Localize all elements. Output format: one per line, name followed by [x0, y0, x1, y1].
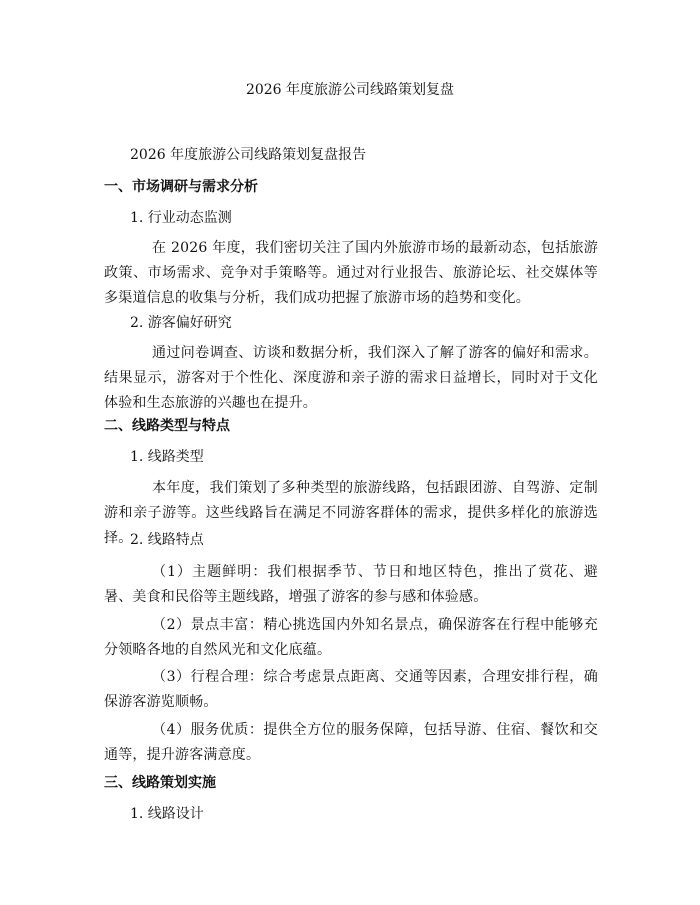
- section-heading-route-types: 二、线路类型与特点: [104, 418, 230, 434]
- subsection-heading-industry-monitoring: 1. 行业动态监测: [130, 210, 232, 226]
- section-heading-route-implementation: 三、线路策划实施: [104, 775, 216, 791]
- paragraph-feature-service: （4）服务优质：提供全方位的服务保障，包括导游、住宿、餐饮和交通等，提升游客满意度。: [104, 722, 598, 763]
- paragraph-feature-itinerary: （3）行程合理：综合考虑景点距离、交通等因素，合理安排行程，确保游客游览顺畅。: [104, 669, 598, 710]
- paragraph-tourist-preference: 通过问卷调查、访谈和数据分析，我们深入了解了游客的偏好和需求。结果显示，游客对于个性化、深度游和亲子游的需求日益增长，同时对于文化体验和生态旅游的兴趣也在提升。: [104, 345, 598, 411]
- subsection-heading-route-type: 1. 线路类型: [130, 449, 204, 465]
- subsection-heading-route-features: 2. 线路特点: [130, 532, 204, 548]
- paragraph-industry-monitoring: 在 2026 年度，我们密切关注了国内外旅游市场的最新动态，包括旅游政策、市场需求、竞争对手策略等。通过对行业报告、旅游论坛、社交媒体等多渠道信息的收集与分析，我们成功把握了旅游市场的趋势和变化。: [104, 240, 598, 306]
- section-heading-market-research: 一、市场调研与需求分析: [104, 179, 258, 195]
- paragraph-feature-attractions: （2）景点丰富：精心挑选国内外知名景点，确保游客在行程中能够充分领略各地的自然风光和文化底蕴。: [104, 617, 598, 658]
- document-title: 2026 年度旅游公司线路策划复盘: [245, 82, 455, 98]
- subsection-heading-tourist-preference: 2. 游客偏好研究: [130, 315, 232, 331]
- subsection-heading-route-design: 1. 线路设计: [130, 806, 204, 822]
- report-title: 2026 年度旅游公司线路策划复盘报告: [130, 147, 367, 163]
- paragraph-feature-theme: （1）主题鲜明：我们根据季节、节日和地区特色，推出了赏花、避暑、美食和民俗等主题线路，增强了游客的参与感和体验感。: [104, 564, 598, 605]
- paragraph-route-type: 本年度，我们策划了多种类型的旅游线路，包括跟团游、自驾游、定制游和亲子游等。这些线路旨在满足不同游客群体的需求，提供多样化的旅游选择。: [104, 480, 598, 546]
